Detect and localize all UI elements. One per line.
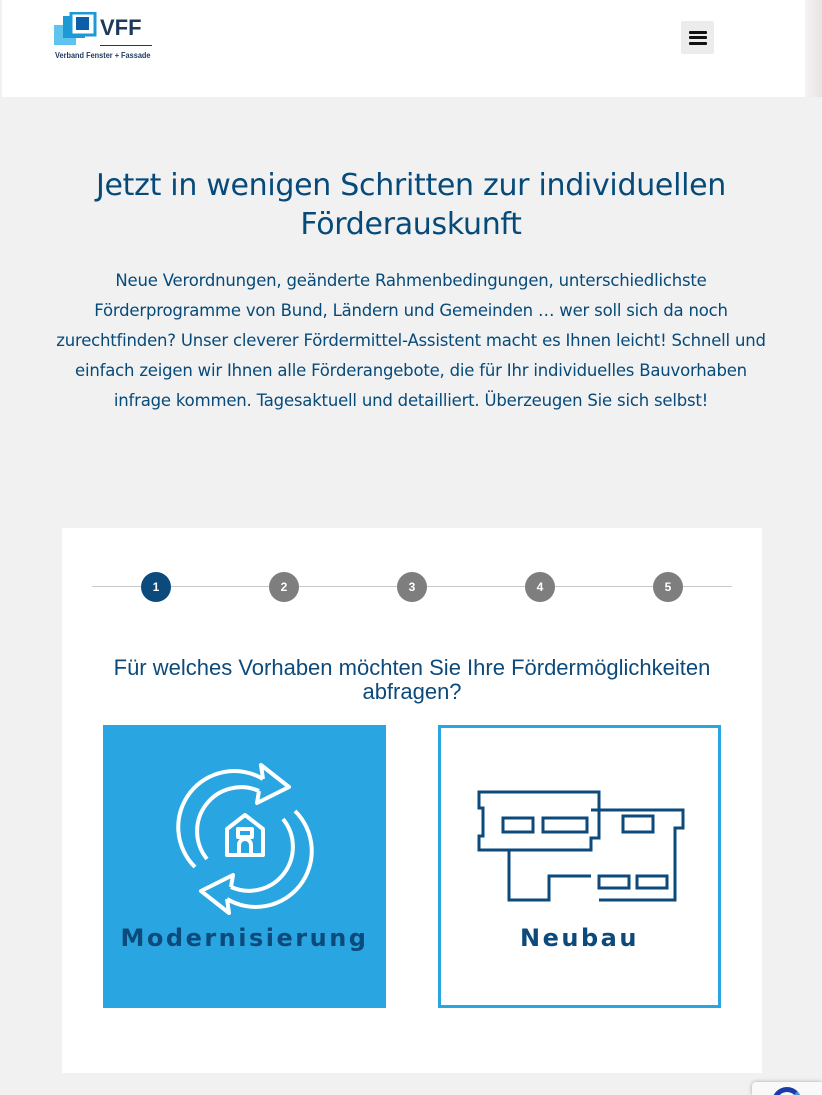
recaptcha-badge[interactable] xyxy=(752,1082,822,1095)
option-label: Neubau xyxy=(520,924,639,952)
step-2[interactable]: 2 xyxy=(269,572,299,602)
step-5[interactable]: 5 xyxy=(653,572,683,602)
step-3[interactable]: 3 xyxy=(397,572,427,602)
menu-button[interactable] xyxy=(681,21,714,54)
logo-wordmark: VFF xyxy=(100,15,142,40)
option-neubau[interactable] xyxy=(438,725,721,1008)
hamburger-menu-icon xyxy=(689,31,707,45)
vff-logo-icon xyxy=(54,12,100,46)
modern-building-icon xyxy=(475,788,687,908)
page-title: Jetzt in wenigen Schritten zur individuellen Förderauskunft xyxy=(95,168,727,242)
site-header xyxy=(2,0,805,97)
option-modernisierung[interactable] xyxy=(103,725,386,1008)
logo-tagline: Verband Fenster + Fassade xyxy=(55,51,151,60)
step-1[interactable]: 1 xyxy=(141,572,171,602)
wizard-question: Für welches Vorhaben möchten Sie Ihre Fördermöglichkeiten abfragen? xyxy=(113,655,711,704)
option-label: Modernisierung xyxy=(120,924,369,952)
vff-logo[interactable] xyxy=(54,12,154,64)
house-renovation-cycle-icon xyxy=(165,759,325,919)
wizard-stepper xyxy=(92,572,732,602)
step-4[interactable]: 4 xyxy=(525,572,555,602)
funding-wizard-card xyxy=(62,528,762,1073)
recaptcha-badge-icon xyxy=(772,1087,802,1095)
page-edge xyxy=(805,0,822,97)
logo-divider xyxy=(100,45,152,46)
intro-text: Neue Verordnungen, geänderte Rahmenbedingungen, unterschiedlichste Förderprogramme von Bund, Ländern und Gemeinden … wer soll sich da noch zurechtfinden? Unser cleverer Fördermittel-Assistent macht es Ihnen leicht! Schnell und einfach zeigen wir Ihnen alle Förderangebote, die für Ihr individuelles Bauvorhaben infrage kommen. Tagesaktuell und detailliert. Überzeugen Sie sich selbst! xyxy=(56,271,766,410)
